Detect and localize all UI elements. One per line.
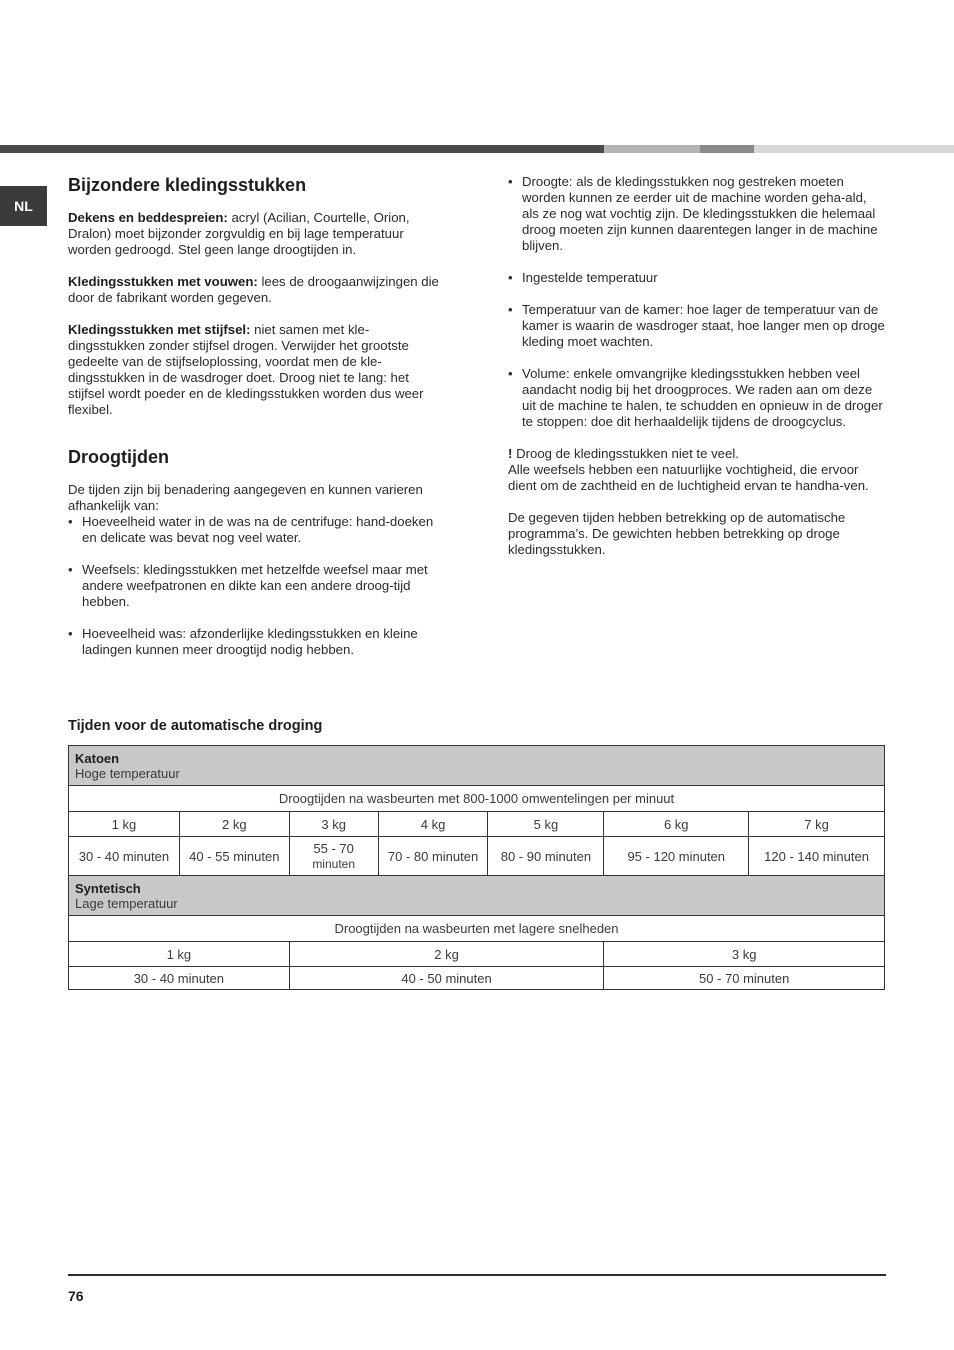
table-cell: 30 - 40 minuten: [69, 837, 180, 876]
right-column: [508, 174, 886, 558]
footer-rule: [68, 1274, 886, 1276]
table-cell: 2 kg: [289, 942, 604, 967]
table-row: [69, 942, 885, 967]
section-title-special-garments: Bijzondere kledingsstukken: [68, 175, 307, 195]
table-cell: 5 kg: [488, 812, 604, 837]
table-row: [69, 786, 885, 812]
synthetic-subtitle: Droogtijden na wasbeurten met lagere snelheden: [69, 916, 885, 942]
bullet-item: • Ingestelde temperatuur: [508, 270, 658, 285]
cotton-subtitle: Droogtijden na wasbeurten met 800-1000 omwentelingen per minuut: [69, 786, 885, 812]
cotton-header: Katoen Hoge temperatuur: [69, 746, 885, 786]
table-row: [69, 916, 885, 942]
table-cell: 7 kg: [749, 812, 885, 837]
warning-line: ! Droog de kledingsstukken niet te veel.: [508, 446, 739, 461]
table-cell: 80 - 90 minuten: [488, 837, 604, 876]
table-title: Tijden voor de automatische droging: [68, 718, 323, 734]
page-number: 76: [68, 1288, 84, 1304]
bullet-dot-icon: •: [508, 270, 513, 285]
table-cell: 95 - 120 minuten: [604, 837, 749, 876]
drying-intro: De tijden zijn bij benadering aangegeven en kunnen varieren afhankelijk van:: [68, 482, 423, 513]
table-cell: 50 - 70 minuten: [604, 967, 885, 990]
table-row: [69, 837, 885, 876]
bullet-item: • Hoeveelheid was: afzonderlijke kledingsstukken en kleine ladingen kunnen meer droogtijd nodig hebben.: [68, 626, 418, 657]
table-cell: 70 - 80 minuten: [378, 837, 488, 876]
bullet-dot-icon: •: [508, 174, 513, 189]
bullet-item: • Temperatuur van de kamer: hoe lager de temperatuur van de kamer is waarin de wasdroger staat, hoe langer men op droge kleding moet wachten.: [508, 302, 885, 349]
table-cell: 1 kg: [69, 812, 180, 837]
bullet-dot-icon: •: [68, 514, 73, 529]
synthetic-header: Syntetisch Lage temperatuur: [69, 876, 885, 916]
table-row: [69, 967, 885, 990]
table-row: [69, 746, 885, 786]
table-row: [69, 876, 885, 916]
paragraph-starch: Kledingsstukken met stijfsel: niet samen met kle-dingsstukken zonder stijfsel drogen. Verwijder het grootste gedeelte van de stijfseloplossing, voordat men de kle-dingsstukken in de wasdroger doet. Droog niet te lang: het stijfsel wordt poeder en de kledingsstukken worden dus weer flexibel.: [68, 322, 424, 417]
table-cell: 2 kg: [179, 812, 289, 837]
warning-text: Alle weefsels hebben een natuurlijke vochtigheid, die ervoor dient om de zachtheid en de luchtigheid ervan te handha-ven.: [508, 462, 869, 493]
table-cell: 3 kg: [289, 812, 378, 837]
table-cell: 55 - 70 minuten: [289, 837, 378, 876]
drying-times-table: [68, 745, 885, 990]
bullet-dot-icon: •: [508, 366, 513, 381]
bullet-dot-icon: •: [68, 562, 73, 577]
section-title-drying-times: Droogtijden: [68, 447, 169, 467]
table-cell: 40 - 50 minuten: [289, 967, 604, 990]
left-column: [68, 174, 444, 658]
table-cell: 40 - 55 minuten: [179, 837, 289, 876]
language-tab: NL: [0, 186, 47, 226]
table-cell: 30 - 40 minuten: [69, 967, 290, 990]
top-color-bar: [0, 145, 954, 153]
warning-icon: !: [508, 446, 513, 461]
table-cell: 120 - 140 minuten: [749, 837, 885, 876]
table-cell: 1 kg: [69, 942, 290, 967]
table-cell: 4 kg: [378, 812, 488, 837]
bullet-item: • Droogte: als de kledingsstukken nog gestreken moeten worden kunnen ze eerder uit de machine worden geha-ald, als ze nog wat vochtig zijn. De kledingsstukken die helemaal droog moeten zijn kunnen daarentegen langer in de machine blijven.: [508, 174, 878, 253]
table-cell: 3 kg: [604, 942, 885, 967]
paragraph-pleats: Kledingsstukken met vouwen: lees de droogaanwijzingen die door de fabrikant worden gegeven.: [68, 274, 439, 305]
paragraph-blankets: Dekens en beddespreien: acryl (Acilian, Courtelle, Orion, Dralon) moet bijzonder zorgvuldig en bij lage temperatuur worden gedroogd. Stel geen lange droogtijden in.: [68, 210, 410, 257]
table-row: [69, 812, 885, 837]
table-cell: 6 kg: [604, 812, 749, 837]
bullet-item: • Volume: enkele omvangrijke kledingsstukken hebben veel aandacht nodig bij het droogproces. We raden aan om deze uit de machine te halen, te schudden en opnieuw in de droger te stoppen: doe dit herhaaldelijk tijdens de droogcyclus.: [508, 366, 883, 429]
bullet-item: • Weefsels: kledingsstukken met hetzelfde weefsel maar met andere weefpatronen en dikte kan een andere droog-tijd hebben.: [68, 562, 428, 609]
note-text: De gegeven tijden hebben betrekking op de automatische programma’s. De gewichten hebben betrekking op droge kledingsstukken.: [508, 510, 846, 557]
bullet-item: • Hoeveelheid water in de was na de centrifuge: hand-doeken en delicate was bevat nog veel water.: [68, 514, 434, 545]
bullet-dot-icon: •: [508, 302, 513, 317]
bullet-dot-icon: •: [68, 626, 73, 641]
